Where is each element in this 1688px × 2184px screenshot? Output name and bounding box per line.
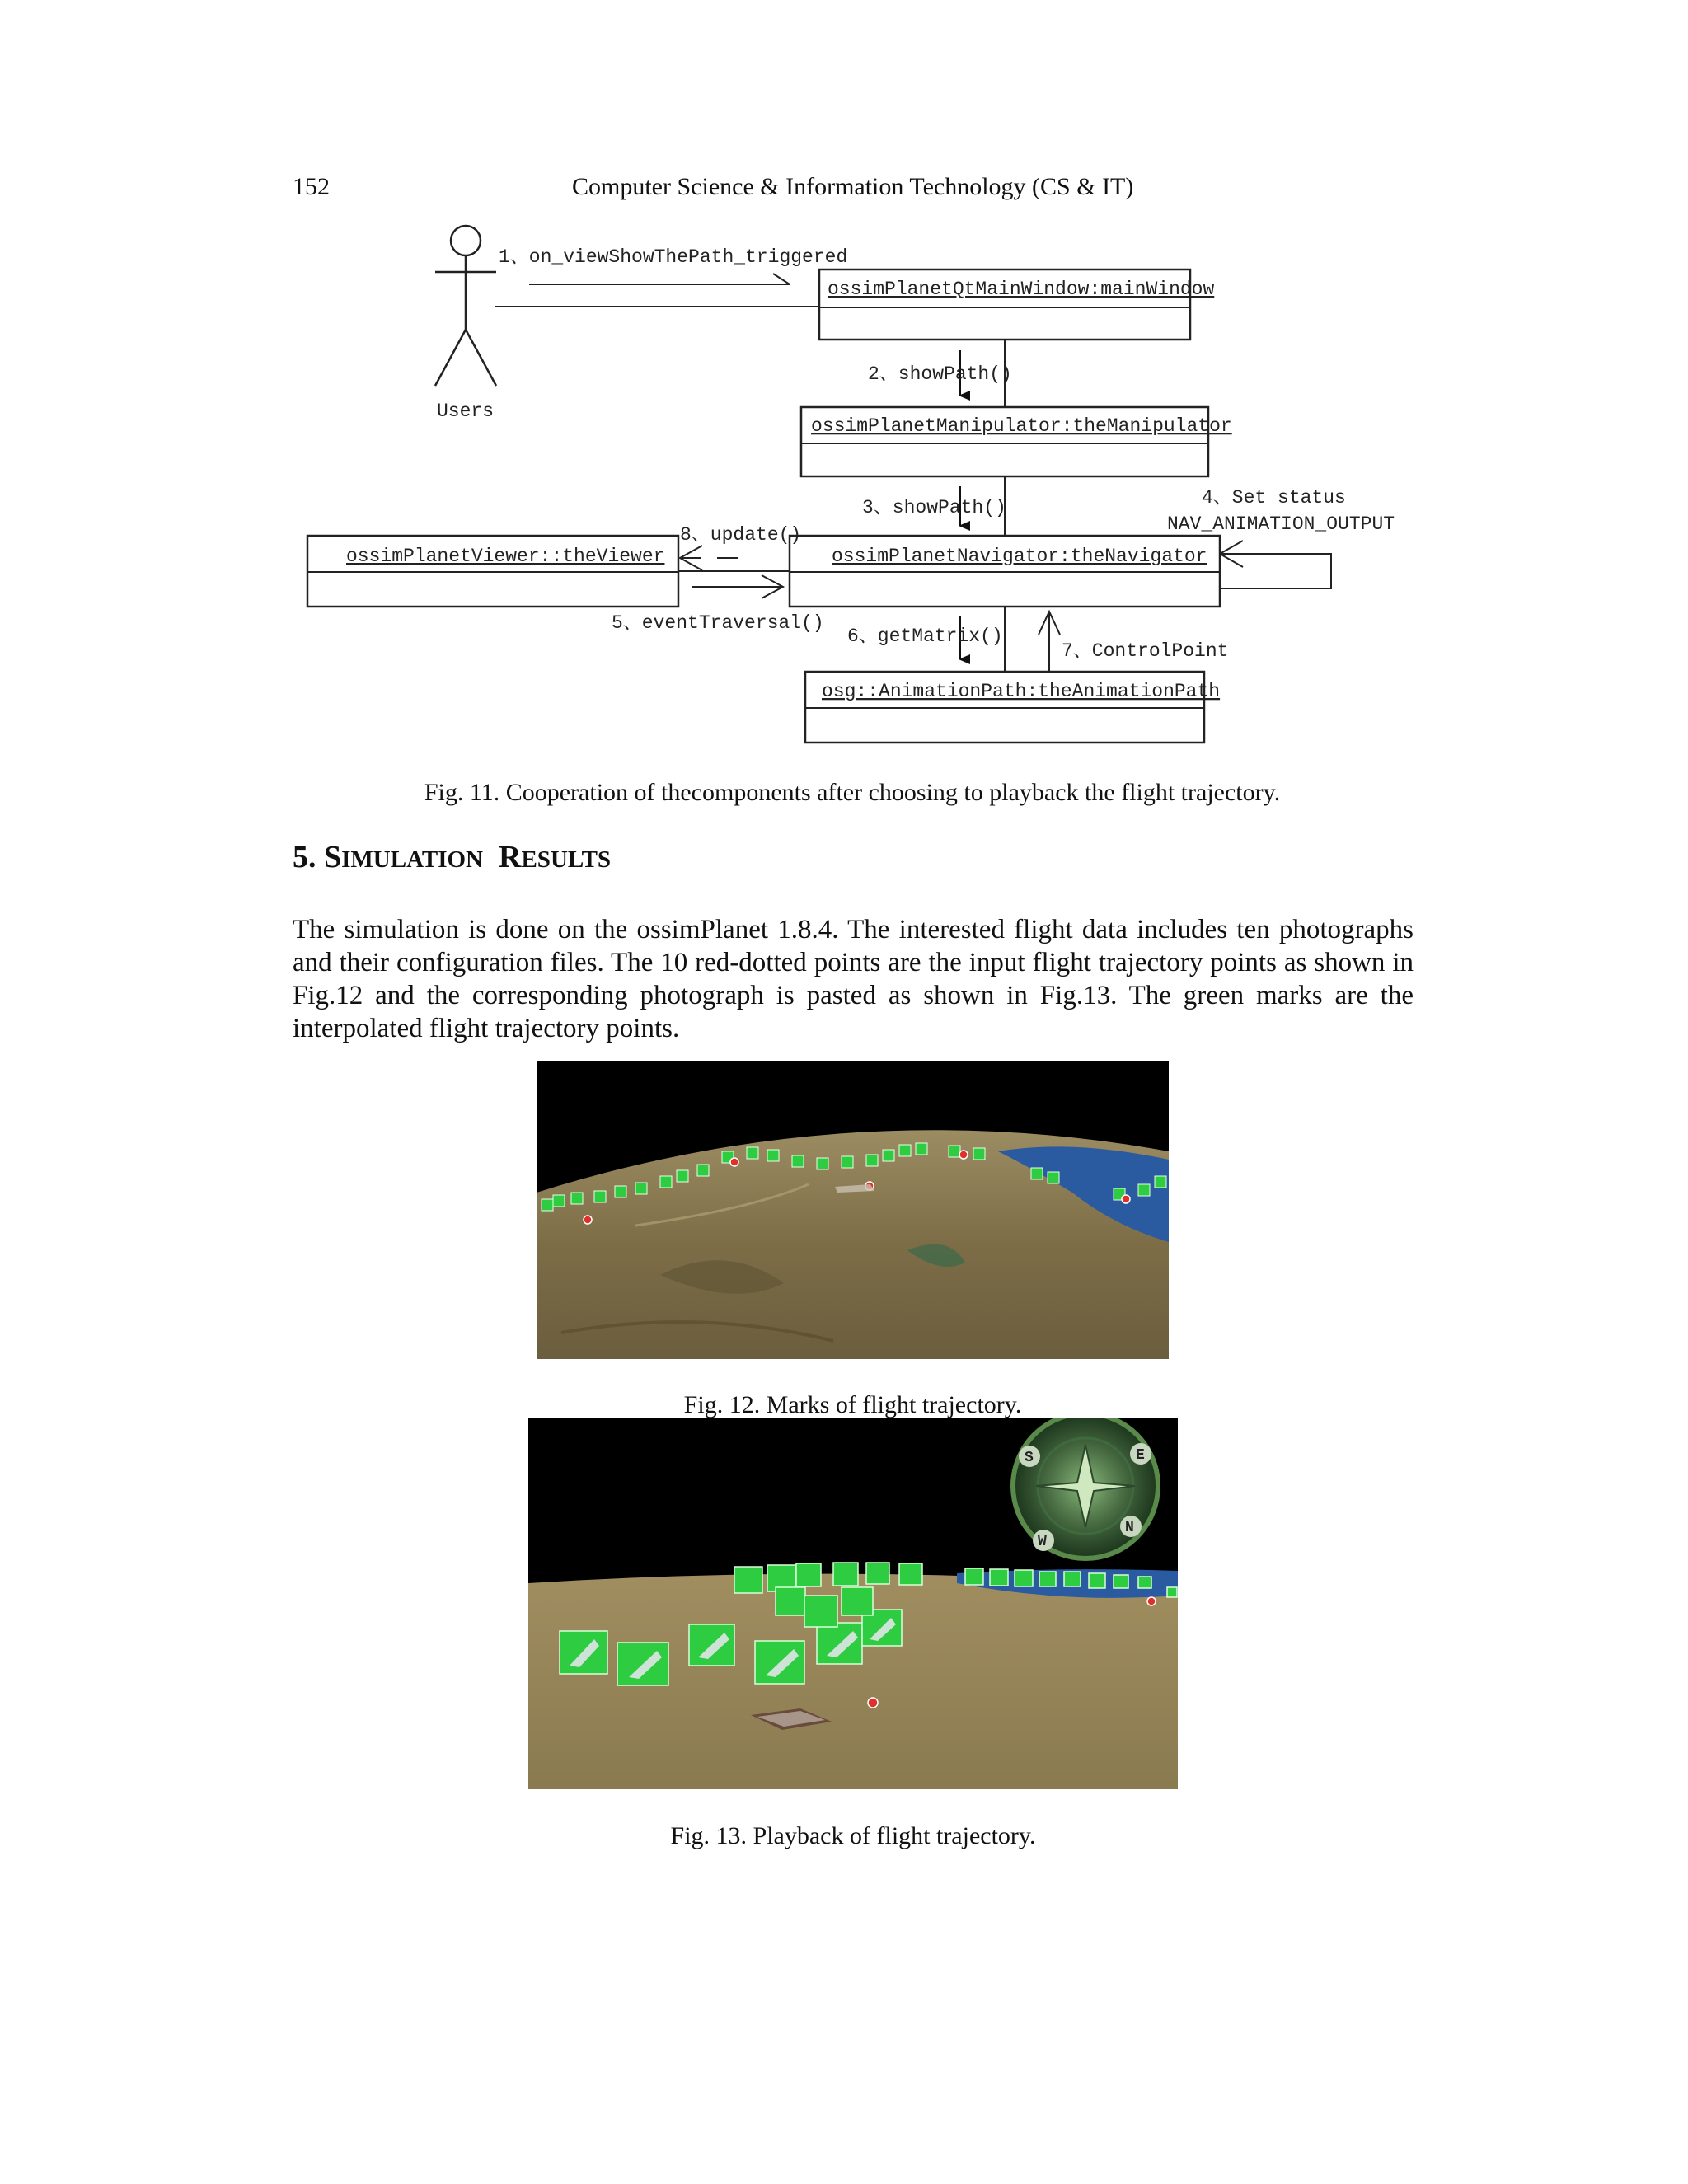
figure-13-caption: Fig. 13. Playback of flight trajectory. (670, 1822, 1036, 1849)
object-viewer (307, 536, 678, 607)
message-7: 7、ControlPoint (1062, 640, 1229, 662)
figure-12-image (537, 1061, 1169, 1359)
figure-11-diagram (0, 206, 1688, 766)
message-2: 2、showPath() (868, 363, 1012, 385)
users-actor (435, 226, 496, 386)
object-animationpath-title: osg::AnimationPath:theAnimationPath (822, 681, 1221, 702)
running-title: Computer Science & Information Technology (CS & IT) (572, 173, 1134, 200)
message-1: 1、on_viewShowThePath_triggered (499, 246, 848, 268)
message-5-arrow (692, 575, 783, 598)
body-paragraph: The simulation is done on the ossimPlanet 1.8.4. The interested flight data includes ten photographs and their configuration files. The 10 red-dotted points are the input flight trajectory points as shown in Fig.12 and the corresponding photograph is pasted as shown in Fig.13. The green marks are the interpolated flight trajectory points. (293, 915, 1414, 1043)
compass-letter-e: E (1136, 1447, 1145, 1464)
message-8-arrow (680, 546, 738, 570)
object-manipulator-title: ossimPlanetManipulator:theManipulator (811, 415, 1232, 437)
actor-label: Users (437, 401, 495, 422)
message-8: 8、update() (680, 524, 802, 546)
message-5: 5、eventTraversal() (612, 612, 824, 634)
section-title-rest-1: IMULATION (341, 846, 484, 873)
message-4-line1: 4、Set status (1202, 487, 1346, 509)
figure-13-image (528, 1418, 1178, 1789)
section-heading (293, 839, 611, 875)
object-viewer-title: ossimPlanetViewer::theViewer (346, 546, 665, 567)
message-1-arrow (529, 274, 790, 284)
message-7-arrow (1039, 612, 1060, 672)
compass-icon[interactable] (1013, 1418, 1158, 1558)
section-title-cap-2: R (499, 840, 522, 874)
figure-12-caption: Fig. 12. Marks of flight trajectory. (683, 1391, 1022, 1418)
object-mainwindow-title: ossimPlanetQtMainWindow:mainWindow (828, 279, 1215, 300)
object-navigator-title: ossimPlanetNavigator:theNavigator (832, 546, 1207, 567)
section-title-rest-2: ESULTS (521, 846, 612, 873)
object-manipulator (801, 407, 1232, 476)
object-navigator (790, 536, 1220, 607)
object-animationpath (805, 672, 1220, 743)
compass-letter-w: W (1038, 1534, 1047, 1550)
compass-letter-s: S (1025, 1450, 1034, 1466)
compass-letter-n: N (1125, 1520, 1134, 1536)
message-4-line2: NAV_ANIMATION_OUTPUT (1167, 513, 1395, 535)
figure-11-caption: Fig. 11. Cooperation of thecomponents after choosing to playback the flight trajectory. (424, 779, 1281, 806)
message-6: 6、getMatrix() (847, 626, 1003, 647)
page-number: 152 (293, 173, 330, 200)
message-4-self-arrow (1220, 541, 1331, 588)
section-title-cap-1: S (324, 840, 342, 874)
object-mainwindow (819, 269, 1214, 340)
section-number: 5. (293, 840, 316, 874)
message-3: 3、showPath() (862, 497, 1006, 518)
